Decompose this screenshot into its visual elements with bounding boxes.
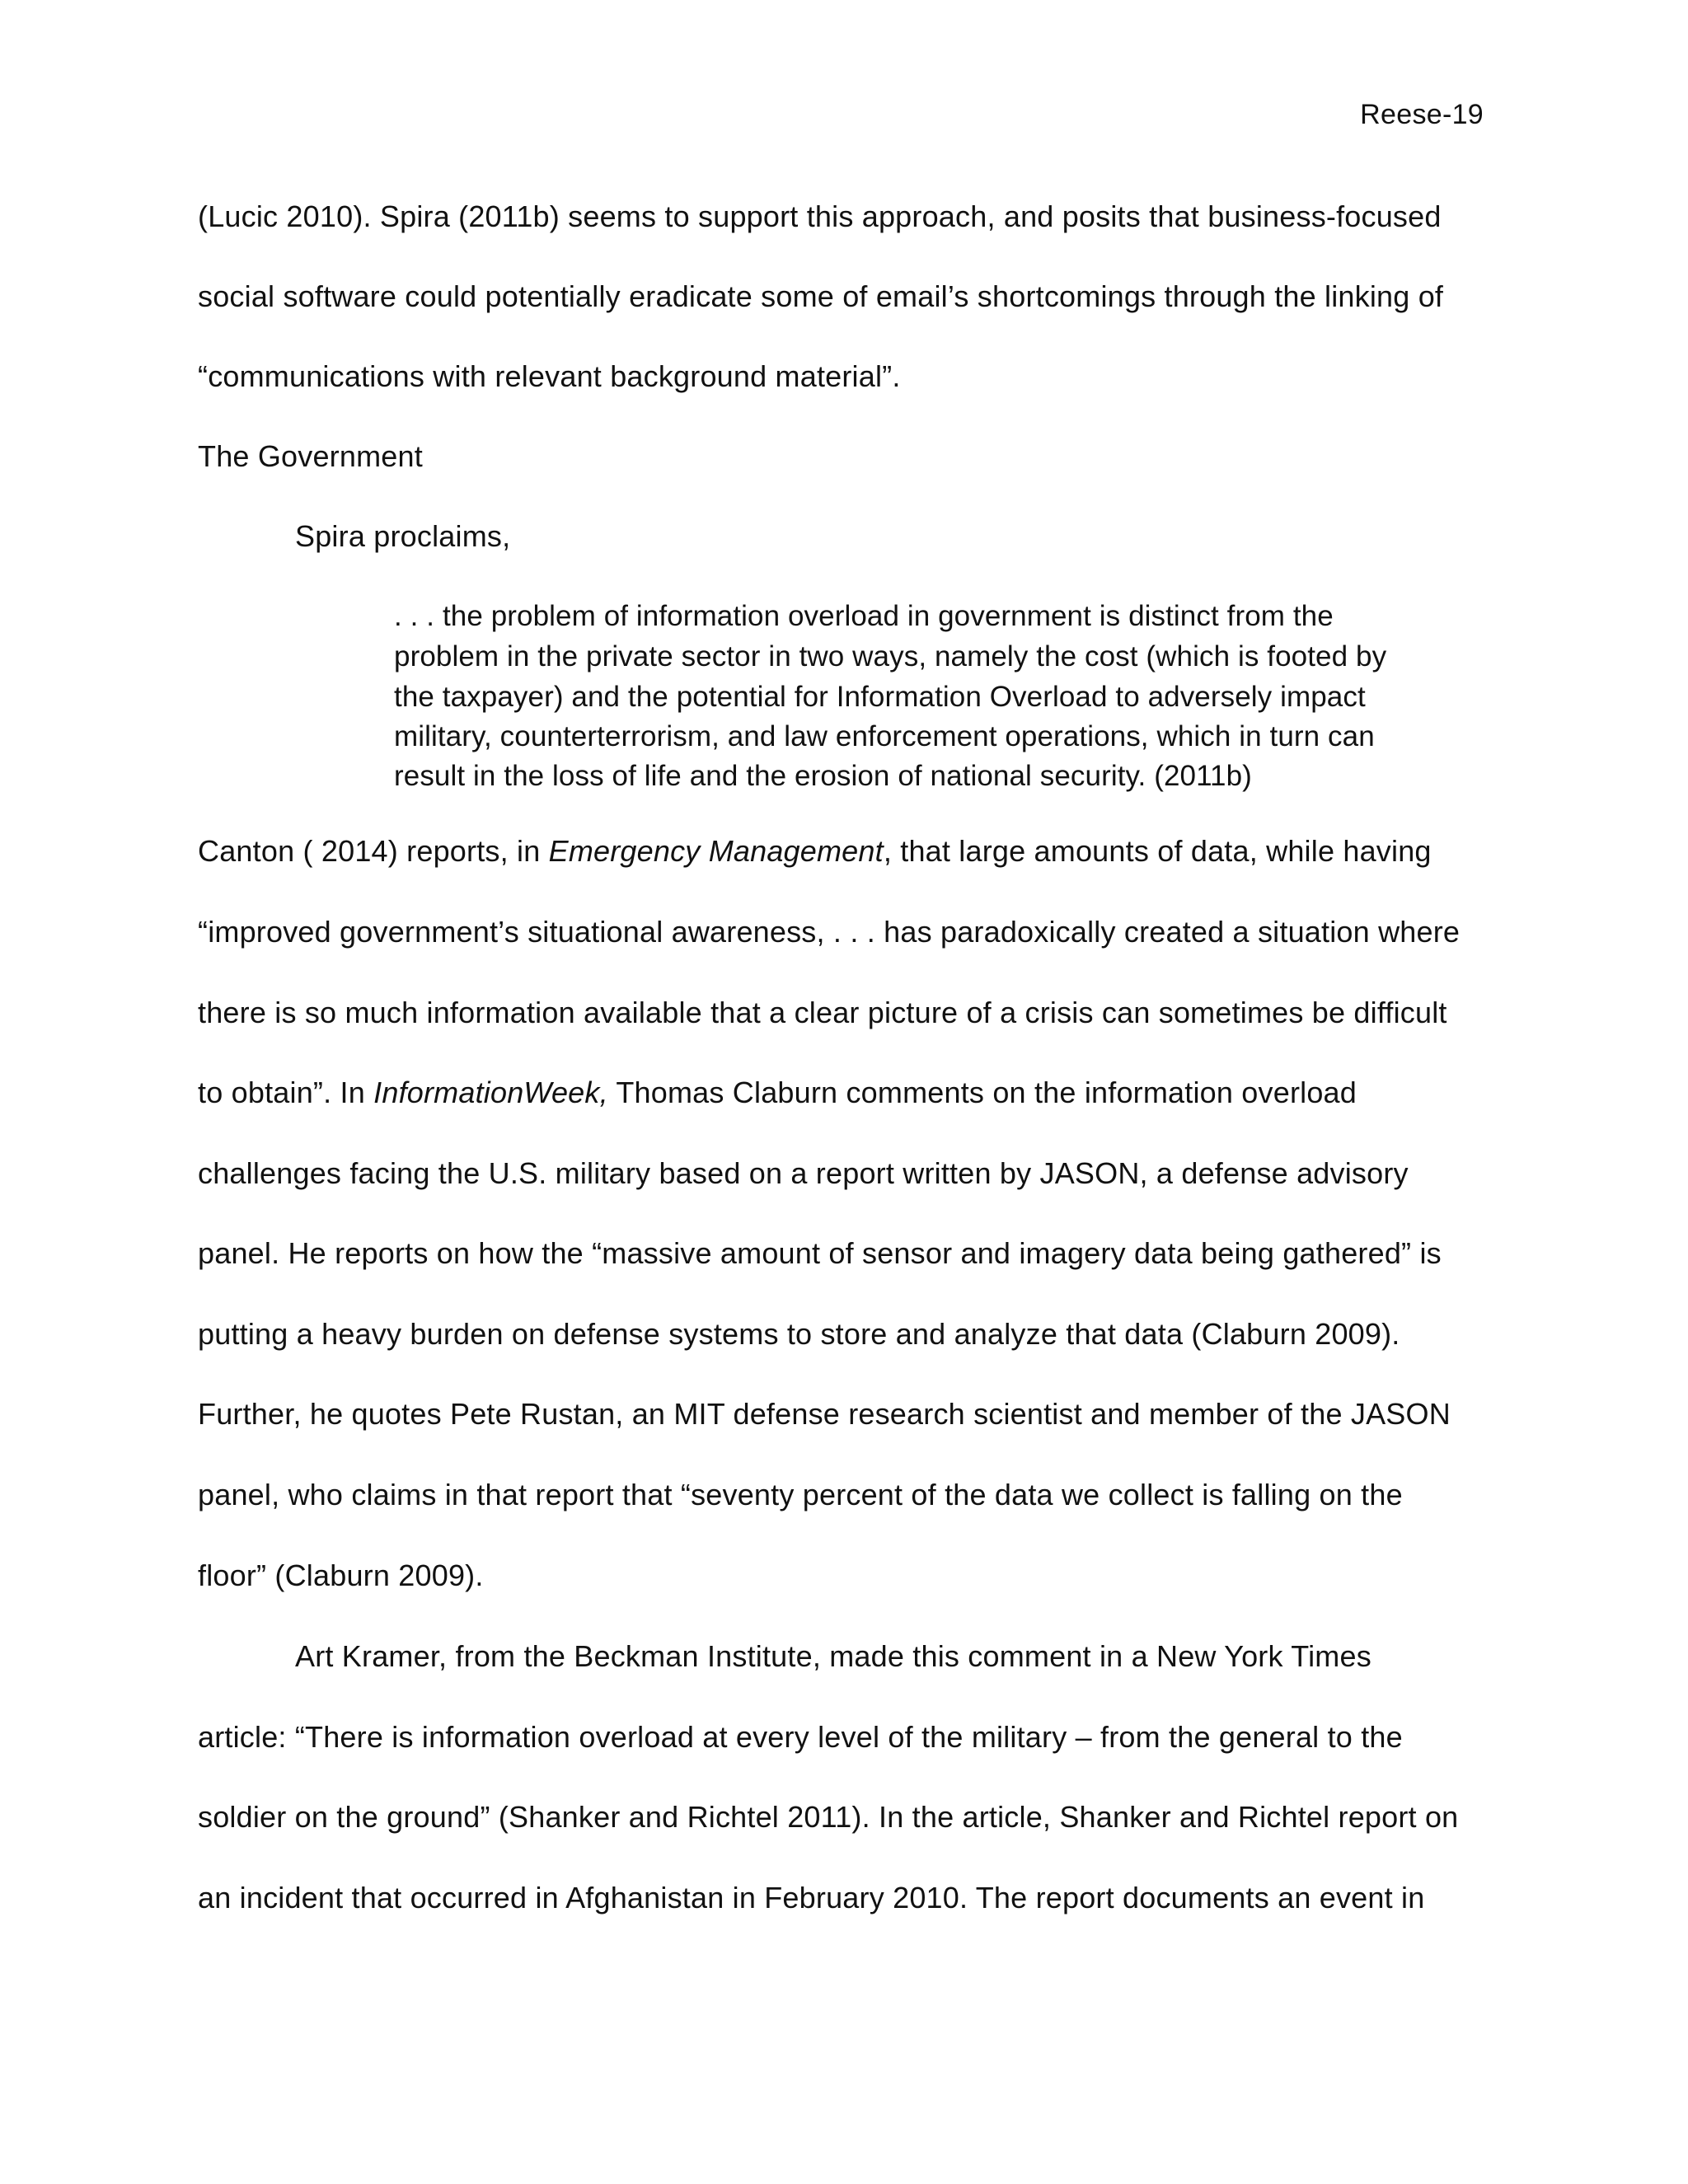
paragraph-line xyxy=(198,1076,1357,1110)
paragraph-line: floor” (Claburn 2009). xyxy=(198,1558,484,1592)
intro-line: Spira proclaims, xyxy=(295,519,511,553)
text-run: Thomas Claburn comments on the information overload xyxy=(607,1076,1357,1109)
paragraph-line: social software could potentially eradicate some of email’s shortcomings through the linking of xyxy=(198,279,1444,313)
paragraph-line: “improved government’s situational awareness, . . . has paradoxically created a situation where xyxy=(198,915,1461,949)
paragraph-line: (Lucic 2010). Spira (2011b) seems to support this approach, and posits that business-focused xyxy=(198,199,1442,233)
section-heading: The Government xyxy=(198,439,423,473)
paragraph-line: panel, who claims in that report that “seventy percent of the data we collect is falling on the xyxy=(198,1478,1403,1511)
paragraph-line: Further, he quotes Pete Rustan, an MIT defense research scientist and member of the JASON xyxy=(198,1397,1451,1431)
text-run: , that large amounts of data, while having xyxy=(883,834,1432,868)
blockquote-line: result in the loss of life and the erosion of national security. (2011b) xyxy=(394,760,1252,792)
blockquote-line: the taxpayer) and the potential for Information Overload to adversely impact xyxy=(394,681,1366,713)
paragraph-line: challenges facing the U.S. military based on a report written by JASON, a defense advisory xyxy=(198,1156,1409,1190)
text-run: Canton ( 2014) reports, in xyxy=(198,834,549,868)
paragraph-line: there is so much information available that a clear picture of a crisis can sometimes be difficult xyxy=(198,996,1447,1029)
paragraph-line: putting a heavy burden on defense systems to store and analyze that data (Claburn 2009). xyxy=(198,1317,1400,1351)
paragraph-line: Art Kramer, from the Beckman Institute, made this comment in a New York Times xyxy=(295,1639,1372,1673)
paragraph-line: soldier on the ground” (Shanker and Richtel 2011). In the article, Shanker and Richtel report on xyxy=(198,1800,1459,1834)
blockquote-line: . . . the problem of information overload in government is distinct from the xyxy=(394,600,1334,632)
blockquote-line: problem in the private sector in two ways, namely the cost (which is footed by xyxy=(394,640,1387,673)
paragraph-line: article: “There is information overload at every level of the military – from the general to the xyxy=(198,1720,1403,1754)
page-header: Reese-19 xyxy=(1360,99,1484,130)
publication-title: Emergency Management xyxy=(548,834,884,868)
paragraph-line: “communications with relevant background material”. xyxy=(198,359,901,393)
publication-title: InformationWeek, xyxy=(373,1076,608,1109)
paragraph-line xyxy=(198,834,1432,869)
paragraph-line: panel. He reports on how the “massive amount of sensor and imagery data being gathered” is xyxy=(198,1236,1442,1270)
paragraph-line: an incident that occurred in Afghanistan in February 2010. The report documents an event in xyxy=(198,1881,1425,1915)
blockquote-line: military, counterterrorism, and law enforcement operations, which in turn can xyxy=(394,720,1375,752)
text-run: to obtain”. In xyxy=(198,1076,374,1109)
